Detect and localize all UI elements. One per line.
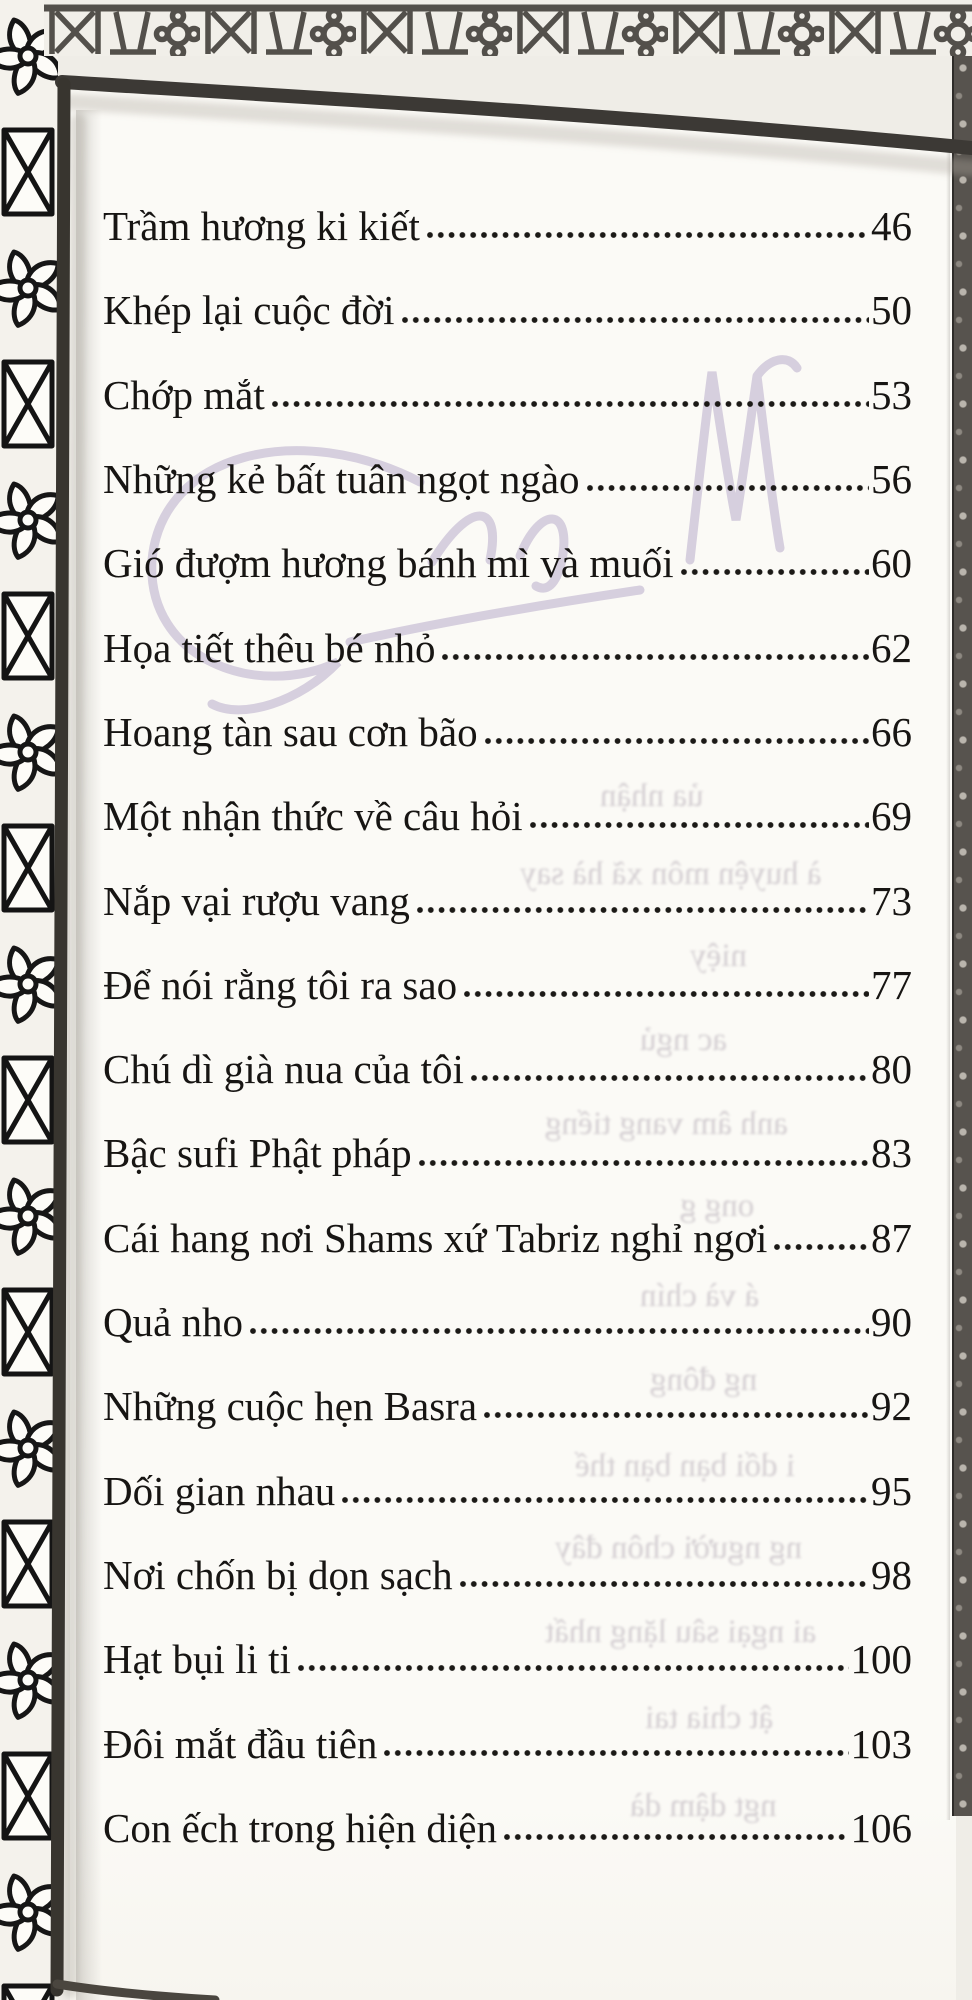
toc-entry-page: 62 — [871, 624, 912, 671]
toc-entry-title: Bậc sufi Phật pháp — [103, 1130, 412, 1177]
toc-row — [103, 1178, 912, 1262]
toc-dot-leader — [402, 316, 869, 324]
toc-dot-leader — [587, 484, 869, 492]
toc-row — [103, 1768, 912, 1852]
toc-row — [103, 419, 912, 503]
toc-entry-title: Họa tiết thêu bé nhỏ — [103, 624, 436, 671]
toc-dot-leader — [464, 990, 869, 998]
toc-row — [103, 503, 912, 587]
page-right-crease — [946, 150, 950, 1820]
toc-entry-page: 53 — [871, 371, 912, 418]
toc-entry-page: 46 — [871, 203, 912, 250]
toc-list — [103, 166, 912, 1852]
bleedthrough-text: ng người chôn đây — [555, 1530, 803, 1566]
toc-entry-title: Nắp vại rượu vang — [103, 877, 410, 924]
toc-dot-leader — [504, 1833, 849, 1841]
toc-row — [103, 925, 912, 1009]
bleedthrough-text: ong g — [680, 1188, 755, 1224]
toc-dot-leader — [774, 1243, 869, 1251]
toc-dot-leader — [419, 1159, 869, 1167]
toc-entry-page: 95 — [871, 1467, 912, 1514]
toc-dot-leader — [272, 400, 869, 408]
toc-entry-title: Chớp mắt — [103, 371, 265, 418]
toc-row — [103, 1346, 912, 1430]
toc-entry-title: Quả nho — [103, 1299, 244, 1346]
toc-entry-title: Một nhận thức về câu hỏi — [103, 793, 523, 840]
toc-dot-leader — [442, 653, 869, 661]
toc-row — [103, 1515, 912, 1599]
toc-entry-title: Cái hang nơi Shams xứ Tabriz nghỉ ngơi — [103, 1214, 768, 1261]
bleedthrough-text: à huyện môn xã hà say — [520, 856, 822, 892]
toc-entry-page: 80 — [871, 1046, 912, 1093]
toc-entry-title: Khép lại cuộc đời — [103, 287, 395, 334]
toc-row — [103, 1683, 912, 1767]
toc-entry-page: 56 — [871, 456, 912, 503]
toc-entry-page: 83 — [871, 1130, 912, 1177]
toc-dot-leader — [342, 1496, 869, 1504]
toc-entry-title: Nơi chốn bị dọn sạch — [103, 1551, 453, 1598]
top-ornament-border — [44, 0, 972, 56]
toc-entry-page: 50 — [871, 287, 912, 334]
toc-entry-page: 87 — [871, 1214, 912, 1261]
bleedthrough-text: ật chia tai — [645, 1700, 774, 1736]
toc-entry-page: 100 — [850, 1636, 912, 1683]
toc-entry-title: Dối gian nhau — [103, 1467, 336, 1514]
lattice-pattern-icon — [44, 0, 972, 56]
toc-entry-page: 90 — [871, 1299, 912, 1346]
toc-entry-title: Hoang tàn sau cơn bão — [103, 708, 478, 755]
left-ornament-border — [0, 0, 58, 2000]
toc-entry-title: Hạt bụi li ti — [103, 1636, 291, 1683]
toc-row — [103, 840, 912, 924]
toc-dot-leader — [417, 906, 869, 914]
bleedthrough-text: ac ngủ — [640, 1022, 728, 1058]
toc-row — [103, 166, 912, 250]
toc-entry-title: Để nói rằng tôi ra sao — [103, 961, 458, 1008]
bleedthrough-text: ai ngại sâu lặng nhất — [545, 1614, 817, 1650]
toc-entry-page: 66 — [871, 708, 912, 755]
toc-entry-page: 73 — [871, 877, 912, 924]
toc-row — [103, 672, 912, 756]
toc-dot-leader — [484, 1411, 869, 1419]
toc-entry-page: 92 — [871, 1383, 912, 1430]
toc-row — [103, 756, 912, 840]
toc-entry-title: Những cuộc hẹn Basra — [103, 1383, 478, 1430]
toc-dot-leader — [384, 1749, 848, 1757]
toc-row — [103, 1093, 912, 1177]
toc-entry-page: 98 — [871, 1551, 912, 1598]
toc-entry-title: Con ếch trong hiện diện — [103, 1804, 497, 1851]
toc-entry-title: Trầm hương ki kiết — [103, 203, 420, 250]
bleedthrough-text: ủa nhận — [600, 778, 704, 814]
toc-row — [103, 587, 912, 671]
toc-entry-title: Chú dì già nua của tôi — [103, 1046, 464, 1093]
page-fold-shadow — [76, 110, 102, 2000]
toc-dot-leader — [471, 1074, 869, 1082]
toc-row — [103, 1262, 912, 1346]
toc-dot-leader — [298, 1664, 849, 1672]
bleedthrough-text: anh âm vang tiếng — [545, 1106, 788, 1142]
toc-entry-page: 106 — [850, 1804, 912, 1851]
bleedthrough-text: i dối bạn bạn thế — [575, 1448, 795, 1484]
bleedthrough-text: á và chín — [640, 1278, 760, 1314]
toc-entry-page: 77 — [871, 961, 912, 1008]
bleedthrough-text: ngt dậm dà — [630, 1788, 777, 1824]
toc-dot-leader — [681, 568, 869, 576]
toc-entry-title: Gió đượm hương bánh mì và muối — [103, 540, 674, 587]
toc-row — [103, 1430, 912, 1514]
toc-entry-page: 60 — [871, 540, 912, 587]
toc-entry-title: Những kẻ bất tuân ngọt ngào — [103, 456, 580, 503]
toc-row — [103, 335, 912, 419]
toc-entry-title: Đôi mắt đầu tiên — [103, 1720, 378, 1767]
toc-dot-leader — [250, 1327, 869, 1335]
toc-row — [103, 1009, 912, 1093]
floral-pattern-icon — [0, 0, 58, 2000]
right-ornament-edge — [952, 56, 972, 1816]
toc-dot-leader — [530, 821, 869, 829]
toc-dot-leader — [460, 1580, 869, 1588]
bleedthrough-text: ng đông — [650, 1362, 758, 1398]
toc-row — [103, 250, 912, 334]
toc-dot-leader — [427, 231, 869, 239]
bleedthrough-text: niệy — [690, 938, 747, 974]
toc-entry-page: 69 — [871, 793, 912, 840]
toc-row — [103, 1599, 912, 1683]
toc-dot-leader — [485, 737, 869, 745]
toc-entry-page: 103 — [850, 1720, 912, 1767]
